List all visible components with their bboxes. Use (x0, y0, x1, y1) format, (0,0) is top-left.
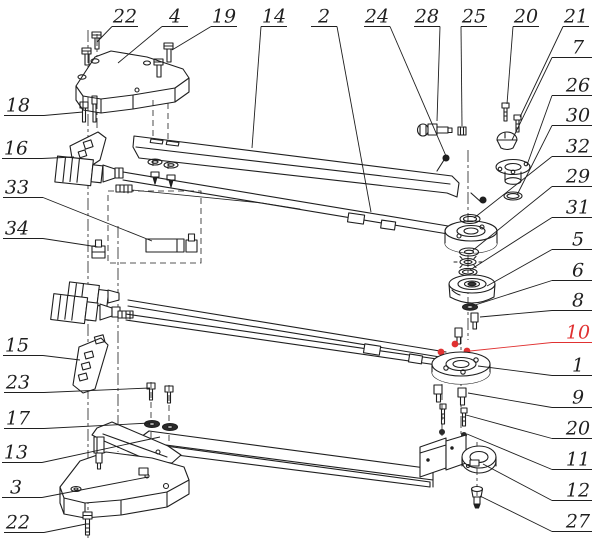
callout-28 (414, 6, 440, 122)
callout-19 (172, 6, 237, 51)
callout-label-29: 29 (565, 165, 591, 188)
part-pins-9 (434, 385, 466, 405)
callout-label-3: 3 (9, 476, 23, 499)
callout-18 (4, 95, 83, 117)
callout-label-6: 6 (571, 259, 585, 282)
part-nut-25 (458, 127, 466, 135)
callout-22 (4, 512, 86, 534)
callout-20 (507, 6, 539, 105)
callout-label-30: 30 (565, 104, 591, 127)
callout-label-16: 16 (3, 137, 29, 160)
callout-label-2: 2 (317, 5, 331, 28)
callout-label-15: 15 (4, 334, 30, 357)
callout-label-31: 31 (565, 196, 591, 219)
callout-label-5: 5 (571, 228, 585, 251)
callout-label-26: 26 (565, 74, 591, 97)
part-bracket-15 (73, 335, 108, 393)
callout-label-8: 8 (571, 289, 585, 312)
callout-label-23: 23 (5, 371, 31, 394)
part-pins-8 (455, 313, 478, 344)
part-upper-beam (133, 136, 486, 203)
callout-label-33: 33 (4, 176, 30, 199)
part-washers-17 (145, 421, 178, 431)
part-oring-30 (504, 192, 522, 200)
part-cup-5 (449, 275, 495, 303)
callout-label-34: 34 (4, 217, 30, 240)
callout-label-22: 22 (112, 5, 138, 28)
part-fitting-34 (92, 240, 105, 258)
callout-label-22: 22 (5, 511, 31, 534)
part-screw-22-bottom (83, 512, 92, 535)
callout-label-18: 18 (5, 94, 31, 117)
part-flanged-hub-26 (496, 160, 530, 185)
callout-22 (97, 6, 138, 43)
callout-label-7: 7 (571, 36, 585, 59)
callout-label-28: 28 (414, 5, 440, 28)
callout-25 (461, 6, 487, 127)
part-screws-20-lower (440, 404, 467, 426)
drawing (51, 32, 530, 535)
part-base-3 (60, 422, 189, 518)
part-beam-hardware (148, 159, 178, 187)
callout-label-32: 32 (565, 135, 591, 158)
callout-label-20: 20 (513, 5, 539, 28)
callout-label-17: 17 (5, 407, 31, 430)
callout-label-21: 21 (563, 5, 589, 28)
part-screw-27 (472, 487, 483, 509)
callout-34 (3, 218, 98, 248)
part-fitting-right (186, 234, 197, 252)
callout-label-1: 1 (571, 354, 585, 377)
callout-label-13: 13 (3, 441, 29, 464)
callout-8 (480, 290, 592, 318)
part-half-clamp-7 (497, 132, 517, 150)
callout-label-25: 25 (461, 5, 487, 28)
callout-label-12: 12 (565, 479, 591, 502)
callout-label-11: 11 (565, 448, 591, 471)
callout-14 (252, 6, 287, 149)
callout-label-4: 4 (168, 5, 182, 28)
part-hub-1 (432, 352, 490, 384)
callout-17 (4, 408, 150, 430)
callout-20 (466, 415, 592, 440)
callout-1 (478, 355, 592, 377)
callout-10 (470, 322, 592, 352)
callout-15 (3, 335, 80, 361)
callout-9 (468, 387, 592, 409)
part-cable-arm-lower (51, 282, 446, 366)
callout-label-14: 14 (261, 5, 287, 28)
callout-label-9: 9 (571, 386, 585, 409)
callout-label-24: 24 (364, 5, 390, 28)
callout-label-27: 27 (565, 510, 591, 533)
callout-label-20: 20 (565, 417, 591, 440)
callout-label-19: 19 (211, 5, 237, 28)
callout-label-10: 10 (565, 321, 591, 344)
